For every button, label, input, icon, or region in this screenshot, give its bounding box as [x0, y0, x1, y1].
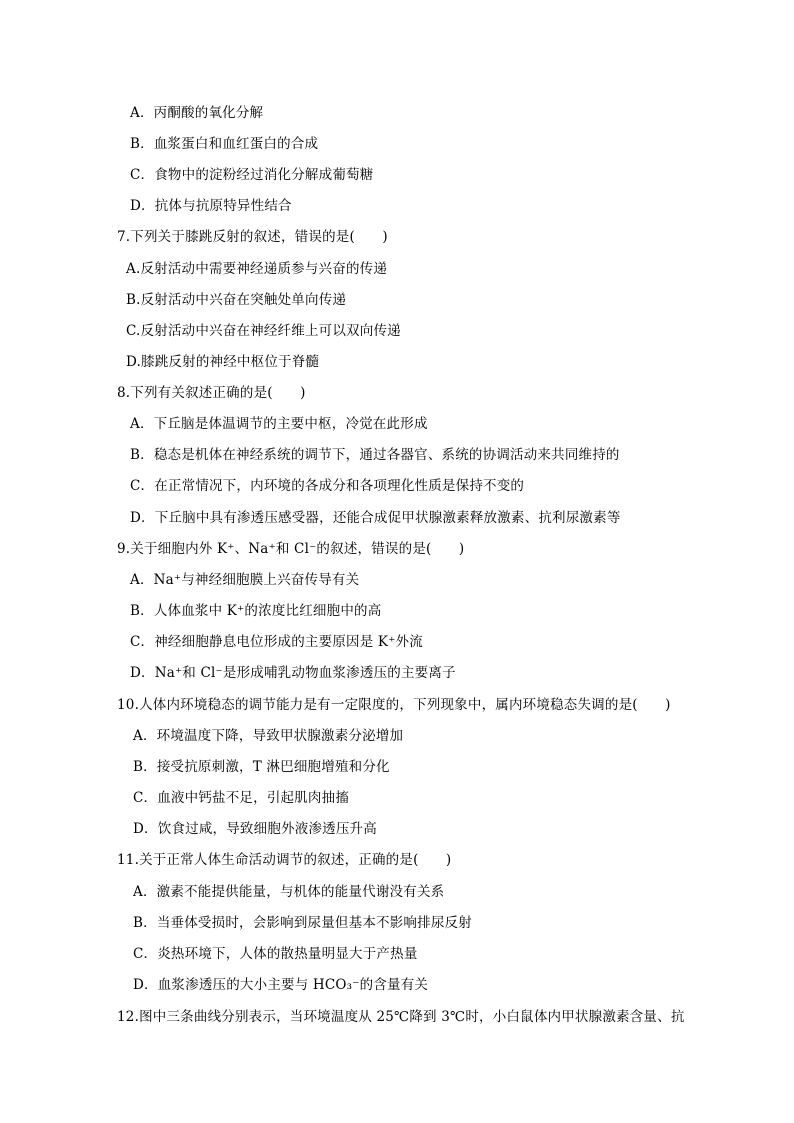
q7-stem: 7.下列关于膝跳反射的叙述，错误的是( ) [117, 229, 388, 245]
q10-option-c: C．血液中钙盐不足，引起肌肉抽搐 [133, 790, 350, 806]
q10-option-d: D．饮食过咸，导致细胞外液渗透压升高 [133, 821, 377, 837]
q11-option-d: D．血浆渗透压的大小主要与 HCO₃⁻的含量有关 [133, 977, 429, 993]
q6-option-c: C．食物中的淀粉经过消化分解成葡萄糖 [130, 167, 374, 183]
q8-option-c: C．在正常情况下，内环境的各成分和各项理化性质是保持不变的 [130, 478, 525, 494]
q11-option-c: C．炎热环境下，人体的散热量明显大于产热量 [133, 946, 418, 962]
q11-option-a: A．激素不能提供能量，与机体的能量代谢没有关系 [133, 884, 445, 900]
q10-option-a: A．环境温度下降，导致甲状腺激素分泌增加 [133, 728, 404, 744]
q8-stem: 8.下列有关叙述正确的是( ) [117, 385, 306, 401]
q8-option-d: D．下丘脑中具有渗透压感受器，还能合成促甲状腺激素释放激素、抗利尿激素等 [130, 510, 621, 526]
q11-option-b: B．当垂体受损时，会影响到尿量但基本不影响排尿反射 [133, 915, 472, 931]
q6-option-a: A．丙酮酸的氧化分解 [130, 105, 264, 121]
q7-option-b: B.反射活动中兴奋在突触处单向传递 [126, 292, 347, 308]
q9-option-a: A．Na⁺与神经细胞膜上兴奋传导有关 [130, 572, 360, 588]
q8-option-a: A．下丘脑是体温调节的主要中枢，冷觉在此形成 [130, 416, 428, 432]
q6-option-d: D．抗体与抗原特异性结合 [130, 198, 292, 214]
q12-stem: 12.图中三条曲线分别表示，当环境温度从 25℃降到 3℃时，小白鼠体内甲状腺激素含量、抗 [117, 1009, 685, 1025]
q9-option-d: D．Na⁺和 Cl⁻是形成哺乳动物血浆渗透压的主要离子 [130, 665, 456, 681]
q9-option-c: C．神经细胞静息电位形成的主要原因是 K⁺外流 [130, 634, 423, 650]
q10-stem: 10.人体内环境稳态的调节能力是有一定限度的，下列现象中，属内环境稳态失调的是( ) [117, 697, 671, 713]
q9-option-b: B．人体血浆中 K⁺的浓度比红细胞中的高 [130, 603, 382, 619]
q11-stem: 11.关于正常人体生命活动调节的叙述，正确的是( ) [117, 852, 452, 868]
q7-option-c: C.反射活动中兴奋在神经纤维上可以双向传递 [126, 323, 401, 339]
q7-option-d: D.膝跳反射的神经中枢位于脊髓 [126, 354, 320, 370]
q6-option-b: B．血浆蛋白和血红蛋白的合成 [130, 136, 319, 152]
q7-option-a: A.反射活动中需要神经递质参与兴奋的传递 [126, 261, 388, 277]
q9-stem: 9.关于细胞内外 K⁺、Na⁺和 Cl⁻的叙述，错误的是( ) [117, 541, 465, 557]
q10-option-b: B．接受抗原刺激，T 淋巴细胞增殖和分化 [133, 759, 390, 775]
q8-option-b: B．稳态是机体在神经系统的调节下，通过各器官、系统的协调活动来共同维持的 [130, 447, 620, 463]
